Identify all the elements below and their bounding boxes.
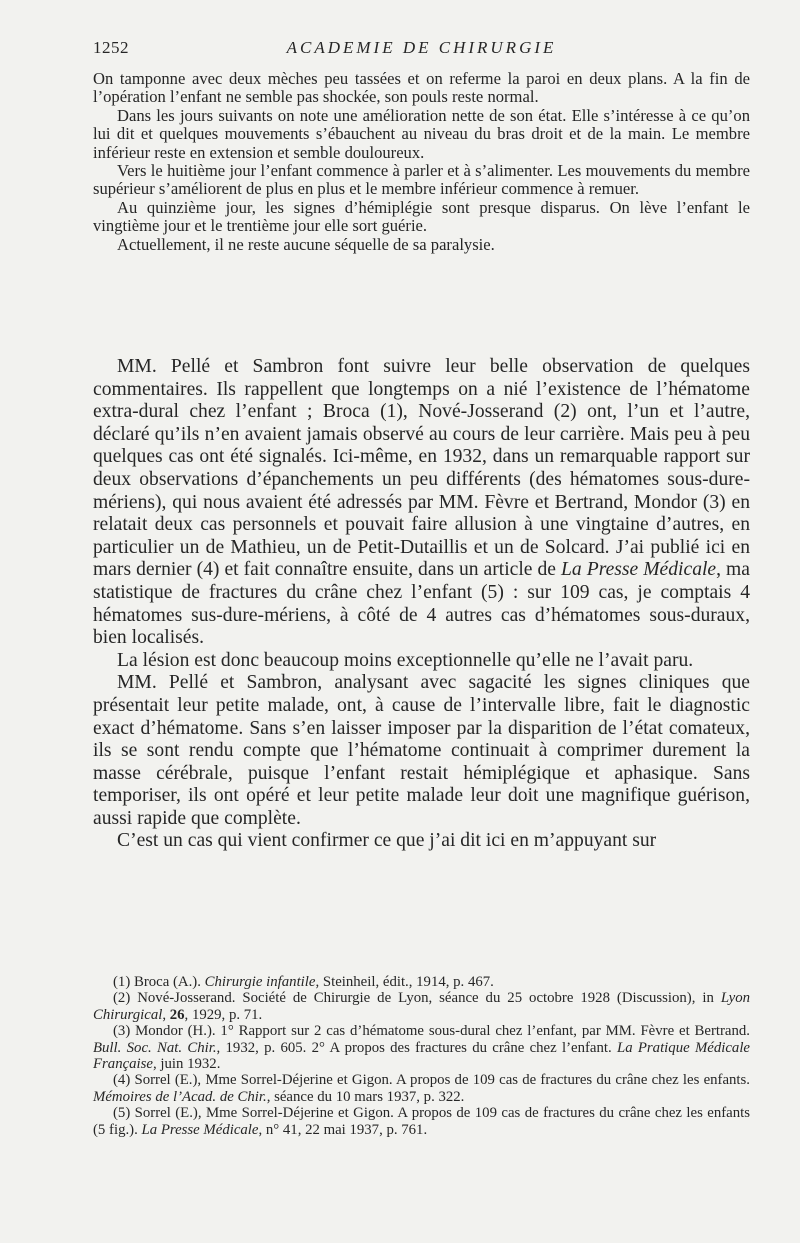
footnote-text: , juin 1932. [153,1056,221,1073]
footnote-text: (4) Sorrel (E.), Mme Sorrel-Déjerine et Gigon. A propos de 109 cas de fractures du crâne chez les enfants. [113,1072,750,1089]
journal-title: La Presse Médicale [561,559,717,581]
footnote-text: (2) Nové-Josserand. Société de Chirurgie de Lyon, séance du 25 octobre 1928 (Discussion), in [113,990,721,1007]
case-paragraph: On tamponne avec deux mèches peu tassées et on referme la paroi en deux plans. A la fin de l’opération l’enfant ne semble pas shockée, son pouls reste normal. [93,69,750,107]
footnote [93,990,750,1023]
page-header [93,38,750,62]
footnote-text: , séance du 10 mars 1937, p. 322. [266,1088,465,1105]
commentary-paragraph: MM. Pellé et Sambron, analysant avec sagacité les signes cliniques que présentait leur petite malade, ont, à cause de l’intervalle libre, fait le diagnostic exact d’hématome. Sans s’en laisser imposer par la disparition de l’état comateux, ils se sont rendu compte que l’hématome continuait à comprimer durement la masse cérébrale, puisque l’enfant restait hémiplégique et aphasique. Sans temporiser, ils ont opéré et leur petite malade leur doit une magnifique guérison, aussi rapide que complète. [93,672,750,829]
commentary-text [93,356,750,853]
footnote [93,1023,750,1072]
commentary-text-run: MM. Pellé et Sambron font suivre leur belle observation de quelques commentaires. Ils rappellent que longtemps on a nié l’existence de l’hématome extra-dural chez l’enfant ; Broca (1), Nové-Josserand (2) ont, l’un et l’autre, déclaré qu’ils n’en avaient jamais observé au cours de leur carrière. Mais peu à peu quelques cas ont été signalés. Ici-même, en 1932, dans un remarquable rapport sur deux observations d’épanchements un peu différents (des hématomes sous-dure-mériens), qui nous avaient été adressés par MM. Fèvre et Bertrand, Mondor (3) en relatait deux cas personnels et pouvait faire allusion à une vingtaine d’autres, en particulier un de Mathieu, un de Petit-Dutaillis et un de Solcard. J’ai publié ici en mars dernier (4) et fait connaître ensuite, dans un article de [93,356,750,581]
case-paragraph: Vers le huitième jour l’enfant commence à parler et à s’alimenter. Les mouvements du membre supérieur s’améliorent de plus en plus et le membre inférieur commence à remuer. [93,161,750,199]
footnote [93,1072,750,1105]
footnote-italic: Chirurgie infantile [204,974,316,990]
running-title: ACADEMIE DE CHIRURGIE [286,38,557,57]
commentary-paragraph: C’est un cas qui vient confirmer ce que j’ai dit ici en m’appuyant sur [117,830,657,852]
footnote-text: , 1932, p. 605. 2° A propos des fractures du crâne chez l’enfant. [216,1039,617,1056]
case-paragraph: Actuellement, il ne reste aucune séquelle de sa paralysie. [117,234,495,254]
footnote-italic: Bull. Soc. Nat. Chir. [93,1039,217,1056]
footnote-italic: La Presse Médicale [141,1121,259,1138]
footnote-text: , 1929, p. 71. [184,1006,263,1023]
footnote-text: (1) Broca (A.). [113,974,205,990]
footnote-text: , n° 41, 22 mai 1937, p. 761. [258,1121,428,1138]
case-paragraph: Dans les jours suivants on note une amélioration nette de son état. Elle s’intéresse à ce qu’on lui dit et quelques mouvements s’ébauchent au niveau du bras droit et de la main. Le membre inférieur reste en extension et semble douloureux. [93,105,750,162]
case-report-text [93,70,750,254]
page-number: 1252 [93,38,129,57]
footnotes [93,974,750,1138]
commentary-text-run: , ma statistique de fractures du crâne chez l’enfant (5) : sur 109 cas, je comptais 4 hématomes sus-dure-mériens, à côté de 4 autres cas d’hématomes sous-duraux, bien localisés. [93,559,750,649]
footnote-text: , [162,1006,170,1023]
footnote-italic: Lyon Chirurgical [93,990,750,1023]
case-paragraph: Au quinzième jour, les signes d’hémiplégie sont presque disparus. On lève l’enfant le vingtième jour et le trentième jour elle sort guérie. [93,197,750,236]
footnote-italic: Mémoires de l’Acad. de Chir. [93,1088,267,1105]
footnote-text: , Steinheil, édit., 1914, p. 467. [315,974,494,990]
footnote-text: (5) Sorrel (E.), Mme Sorrel-Déjerine et Gigon. A propos de 109 cas de fractures du crâne chez les enfants (5 fig.). [93,1105,750,1138]
footnote-italic: La Pratique Médicale Française [93,1039,750,1073]
footnote [93,974,750,990]
footnote-text: (3) Mondor (H.). 1° Rapport sur 2 cas d’hématome sous-dural chez l’enfant, par MM. Fèvre et Bertrand. [113,1023,750,1040]
footnote [93,1105,750,1138]
commentary-paragraph [93,356,750,650]
footnote-volume: 26 [169,1006,185,1023]
commentary-paragraph: La lésion est donc beaucoup moins exceptionnelle qu’elle ne l’avait paru. [117,649,694,671]
